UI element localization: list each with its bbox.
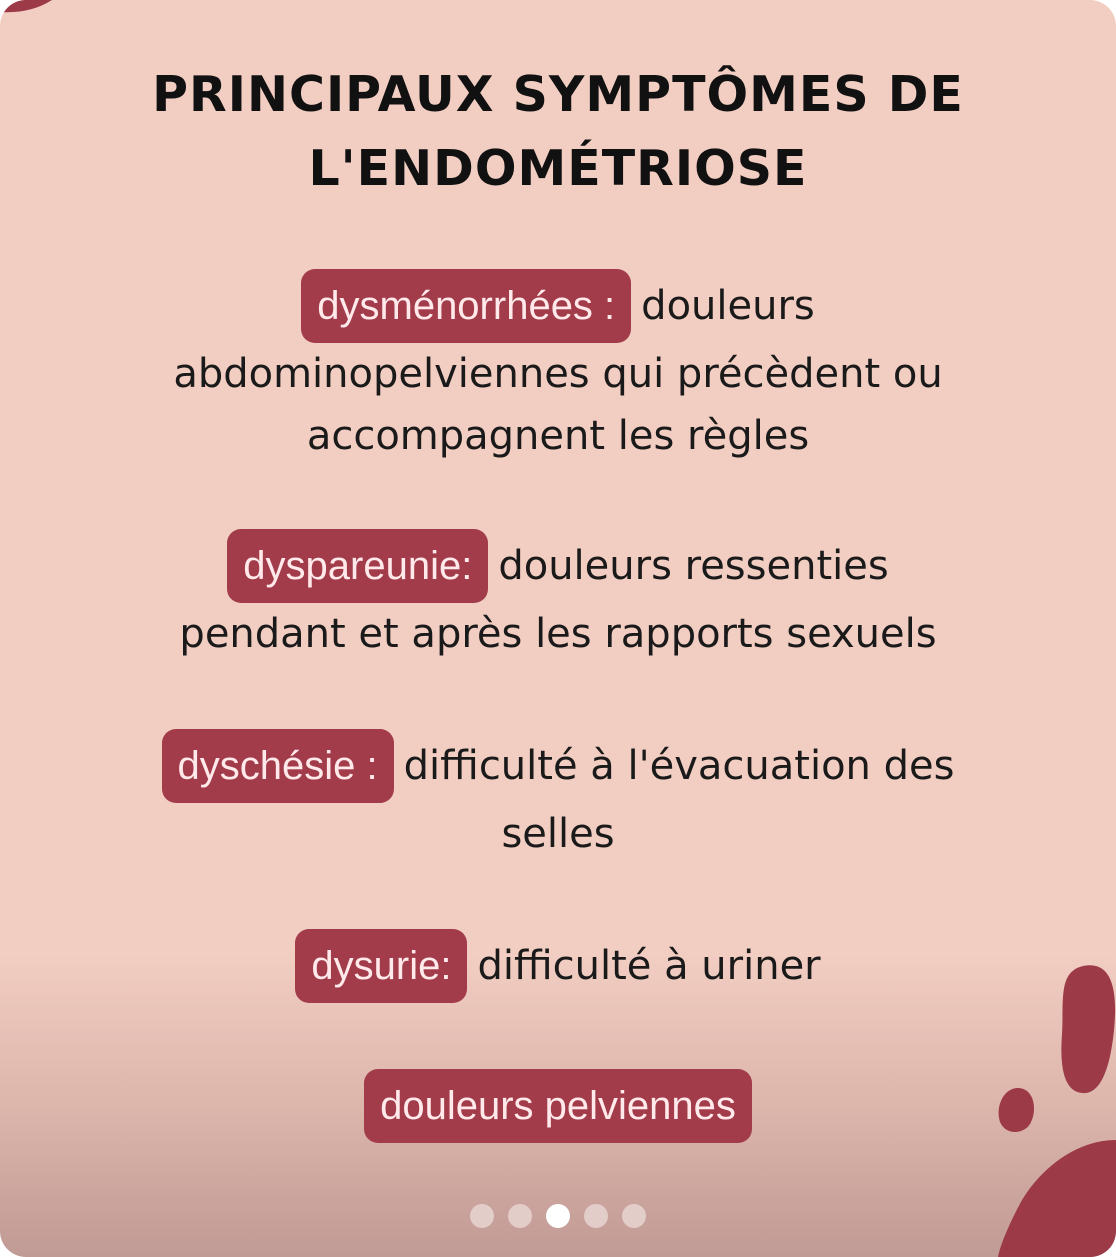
symptom-description: douleurs — [641, 283, 815, 329]
symptom-term-badge: dysurie: — [295, 929, 467, 1003]
symptom-dyspareunia — [0, 529, 1116, 665]
top-left-blob-decoration — [0, 0, 52, 12]
symptom-description: difficulté à l'évacuation des — [403, 743, 955, 789]
carousel-pagination — [0, 1204, 1116, 1228]
symptom-pelvic-pain — [0, 1069, 1116, 1143]
carousel-dot[interactable] — [622, 1204, 646, 1228]
title-line-1: PRINCIPAUX SYMPTÔMES DE — [152, 66, 964, 123]
symptom-description: selles — [501, 811, 615, 857]
symptom-description: douleurs ressenties — [498, 543, 889, 589]
carousel-dot[interactable] — [584, 1204, 608, 1228]
carousel-dot-active[interactable] — [546, 1204, 570, 1228]
carousel-dot[interactable] — [508, 1204, 532, 1228]
symptom-term-badge: dysménorrhées : — [301, 269, 631, 343]
page-title — [0, 58, 1116, 206]
symptom-term-badge: dyspareunie: — [227, 529, 488, 603]
title-line-2: L'ENDOMÉTRIOSE — [308, 140, 808, 197]
symptom-description: accompagnent les règles — [306, 413, 810, 459]
symptom-description: abdominopelviennes qui précèdent ou — [173, 351, 943, 397]
symptom-description: pendant et après les rapports sexuels — [179, 611, 937, 657]
symptom-dysmenorrhea — [0, 269, 1116, 467]
symptom-term-badge: dyschésie : — [162, 729, 394, 803]
symptom-term-badge: douleurs pelviennes — [364, 1069, 752, 1143]
symptom-description: difficulté à uriner — [477, 943, 821, 989]
carousel-dot[interactable] — [470, 1204, 494, 1228]
bottom-right-blob-decoration — [998, 1140, 1116, 1257]
symptom-dysuria — [0, 929, 1116, 1003]
symptom-dyschezia — [0, 729, 1116, 865]
